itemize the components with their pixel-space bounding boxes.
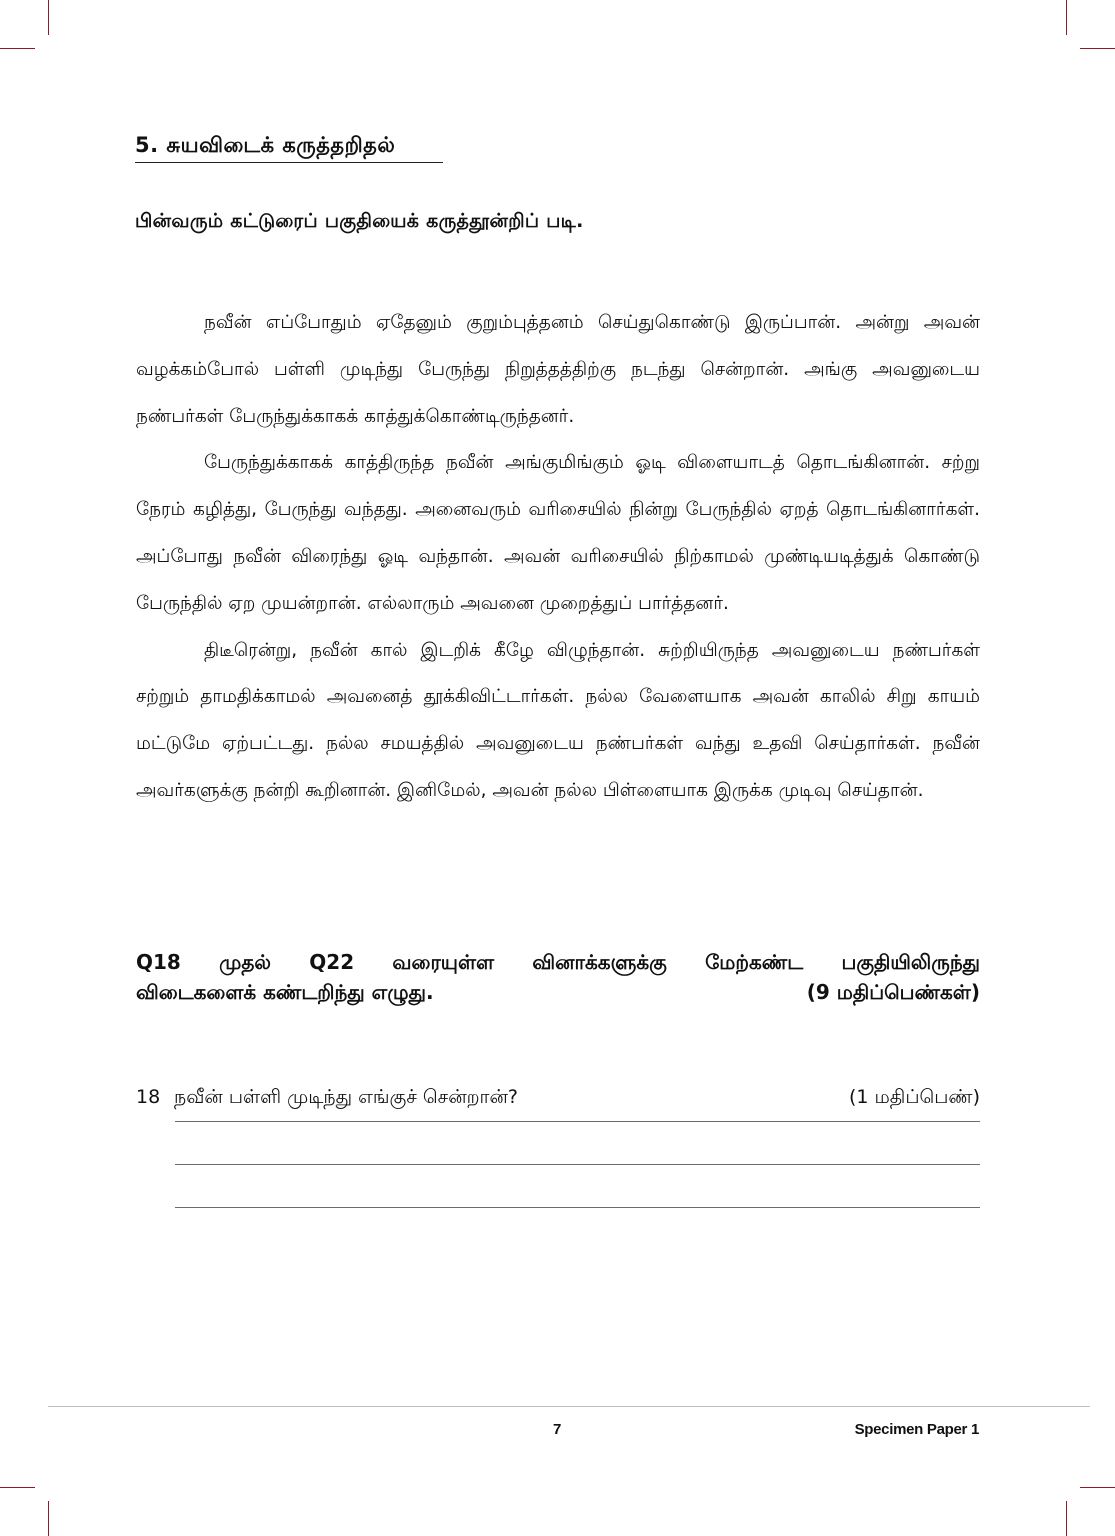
crop-mark-top-right-v (1066, 0, 1067, 35)
footer-divider (48, 1406, 1090, 1407)
crop-mark-top-left-h (0, 48, 35, 49)
crop-mark-bottom-right-h (1080, 1487, 1115, 1488)
question-instructions (136, 947, 980, 1007)
question-marks: (1 மதிப்பெண்) (848, 1086, 980, 1108)
crop-mark-bottom-left-v (48, 1501, 49, 1536)
question-text: நவீன் பள்ளி முடிந்து எங்குச் சென்றான்? (174, 1086, 518, 1108)
crop-mark-top-right-h (1080, 48, 1115, 49)
question-instructions-line1: Q18 முதல் Q22 வரையுள்ள வினாக்களுக்கு மேற்கண்ட பகுதியிலிருந்து (136, 950, 980, 974)
crop-mark-bottom-left-h (0, 1487, 35, 1488)
question-18 (136, 1086, 980, 1111)
section-heading: 5. சுயவிடைக் கருத்தறிதல் (135, 133, 443, 163)
passage-paragraph-2: பேருந்துக்காகக் காத்திருந்த நவீன் அங்குமிங்கும் ஓடி விளையாடத் தொடங்கினான். சற்று நேரம் கழித்து, பேருந்து வந்தது. அனைவரும் வரிசையில் நின்று பேருந்தில் ஏறத் தொடங்கினார்கள். அப்போது நவீன் விரைந்து ஓடி வந்தான். அவன் வரிசையில் நிற்காமல் முண்டியடித்துக் கொண்டு பேருந்தில் ஏற முயன்றான். எல்லாரும் அவனை முறைத்துப் பார்த்தனர். (136, 452, 980, 614)
crop-mark-top-left-v (48, 0, 49, 35)
reading-passage (136, 300, 980, 815)
footer-label: Specimen Paper 1 (854, 1421, 979, 1438)
answer-line-3[interactable] (175, 1207, 980, 1208)
passage-paragraph-3: திடீரென்று, நவீன் கால் இடறிக் கீழே விழுந்தான். சுற்றியிருந்த அவனுடைய நண்பர்கள் சற்றும் தாமதிக்காமல் அவனைத் தூக்கிவிட்டார்கள். நல்ல வேளையாக அவன் காலில் சிறு காயம் மட்டுமே ஏற்பட்டது. நல்ல சமயத்தில் அவனுடைய நண்பர்கள் வந்து உதவி செய்தார்கள். நவீன் அவர்களுக்கு நன்றி கூறினான். இனிமேல், அவன் நல்ல பிள்ளையாக இருக்க முடிவு செய்தான். (136, 639, 980, 801)
section-instruction: பின்வரும் கட்டுரைப் பகுதியைக் கருத்தூன்றிப் படி. (135, 210, 584, 232)
total-marks: (9 மதிப்பெண்கள்) (806, 980, 980, 1004)
crop-mark-bottom-right-v (1066, 1501, 1067, 1536)
page-number: 7 (553, 1421, 562, 1438)
answer-line-2[interactable] (175, 1164, 980, 1165)
question-number: 18 (136, 1086, 161, 1108)
answer-line-1[interactable] (175, 1121, 980, 1122)
passage-paragraph-1: நவீன் எப்போதும் ஏதேனும் குறும்புத்தனம் செய்துகொண்டு இருப்பான். அன்று அவன் வழக்கம்போல் பள்ளி முடிந்து பேருந்து நிறுத்தத்திற்கு நடந்து சென்றான். அங்கு அவனுடைய நண்பர்கள் பேருந்துக்காகக் காத்துக்கொண்டிருந்தனர். (136, 312, 980, 427)
question-instructions-line2: விடைகளைக் கண்டறிந்து எழுது. (136, 980, 434, 1004)
